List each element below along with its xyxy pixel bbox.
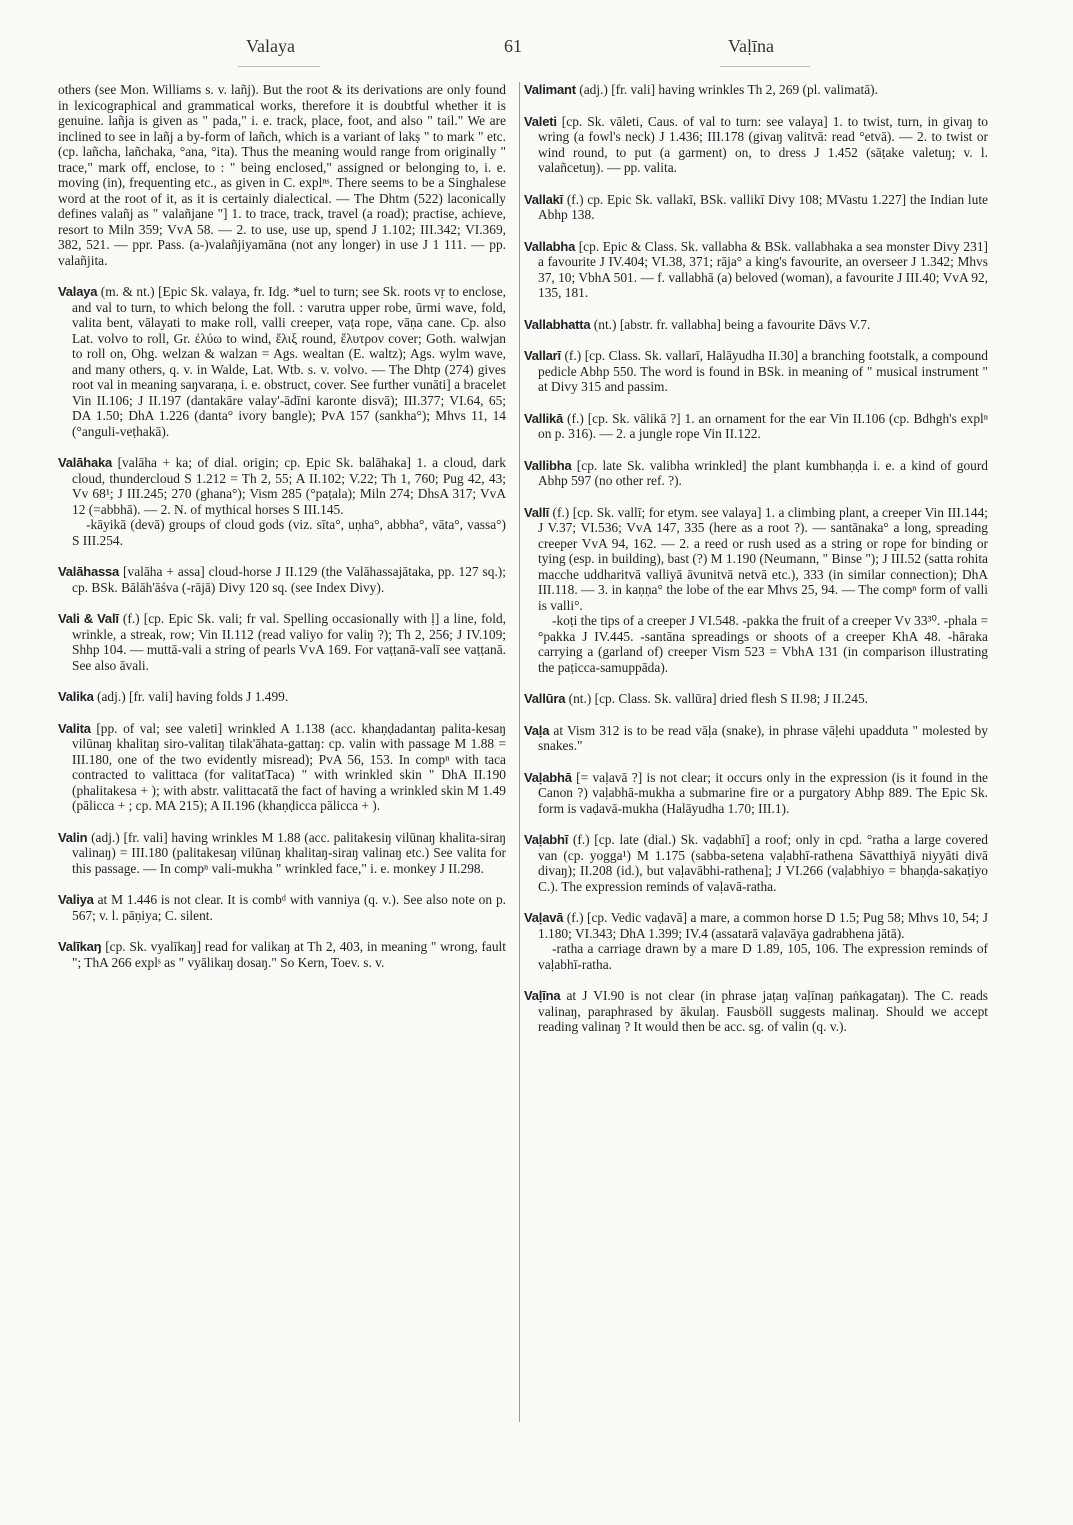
entry-definition: (f.) [cp. Epic Sk. vali; fr val. Spelling occasionally with ḷ] a line, fold, wrinkle, a streak, row; Vin II.112 (read valiyo for valiŋ ?); Th 2, 256; J IV.109; Shhp 104. — muttā-vali a string of pearls VvA 169. For vaṭṭanā-valī see vaṭṭanā. See also āvali.	[72, 611, 506, 673]
entry-headword: Vaḷavā	[524, 910, 564, 925]
dictionary-entry-val-ka	[58, 939, 506, 970]
entry-headword: Vallabha	[524, 238, 576, 254]
header-rule-left	[238, 66, 320, 67]
entry-headword: Vaḷabhā	[524, 769, 572, 785]
entry-definition: (f.) [cp. Class. Sk. vallarī, Halāyudha II.30] a branching footstalk, a compound pedicle Abhp 550. The word is found in BSk. in meaning of " musical instrument " at Divy 315 and passim.	[538, 348, 989, 394]
entry-headword: Vaḷīna	[524, 988, 561, 1003]
entry-headword: Valeti	[524, 113, 557, 129]
entry-headword: Vallibha	[524, 457, 572, 473]
entry-headword: Vallūra	[524, 691, 566, 706]
entry-definition: at J VI.90 is not clear (in phrase jaṭaŋ vaḷīnaŋ paṅkagataŋ). The C. reads valinaŋ, paraphrased by ākulaŋ. Fausböll suggests malinaŋ. Should we accept reading valinaŋ ? It would then be acc. sg. of valin (q. v.).	[538, 988, 988, 1034]
entry-definition: (nt.) [abstr. fr. vallabha] being a favourite Dāvs V.7.	[593, 316, 871, 332]
entry-headword: Valīkaŋ	[58, 939, 102, 954]
dictionary-entry-va-a	[524, 723, 988, 754]
header-rule-right	[720, 66, 810, 67]
dictionary-entry-vall	[524, 505, 988, 676]
left-column	[58, 82, 506, 986]
entry-headword: Vali & Valī	[58, 611, 119, 626]
entry-headword: Vallarī	[524, 348, 561, 363]
header-left-word: Valaya	[246, 36, 295, 56]
dictionary-entry-valiya	[58, 892, 506, 923]
entry-definition: (f.) [cp. Vedic vaḍavā] a mare, a common horse D 1.5; Pug 58; Mhvs 10, 54; J 1.180; VI.343; DhA 1.399; IV.4 (assatarā vaḷavāya gadrabhena jātā).	[538, 910, 988, 941]
entry-headword: Valāhassa	[58, 564, 120, 579]
dictionary-entry-valika	[58, 689, 506, 705]
entry-definition: (m. & nt.) [Epic Sk. valaya, fr. Idg. *uel to turn; see Sk. roots vṛ to enclose, and val to turn, to which belong the foll. : varutra upper robe, ūrmi wave, fold, valita bent, vālayati to make roll, valli creeper, vaṭa rope, vāṇa cane. Cp. also Lat. volvo to roll, Gr. ἐλύω to wind, ἕλιξ round, ἔλυτρον cover; Goth. walwjan to roll on, Ohg. welzan & walzan = Ags. wealtan (E. waltz); Ags. wylm wave, and many others, q. v. in Walde, Lat. Wtb. s. v. volvo. — The Dhtp (274) gives root val in meaning saŋvaraṇa, i. e. obstruct, cover. See further vunāti] a bracelet Vin II.106; J II.197 (dantakāre valay'-ādīni karonte disvā); III.377; VI.64, 65; DA 1.50; DhA 1.226 (danta° ivory bangle); PvA 157 (sankha°); Mhvs 11, 14 (°anguli-veṭhakā).	[72, 284, 506, 439]
dictionary-entry-va-av	[524, 910, 988, 972]
entry-definition: at Vism 312 is to be read vāḷa (snake), in phrase vāḷehi upadduta " molested by snakes."	[538, 722, 988, 753]
entry-headword: Vaḷabhī	[524, 832, 569, 847]
entry-headword: Valin	[58, 829, 88, 845]
entry-definition: [cp. late Sk. valibha wrinkled] the plant kumbhaṇḍa i. e. a kind of gourd Abhp 597 (no other ref. ?).	[538, 457, 988, 488]
entry-definition: (adj.) [fr. vali] having wrinkles M 1.88 (acc. palitakesiŋ vilūnaŋ khalita-siraŋ valinaŋ) = III.180 (palitakesaŋ vilūnaŋ khalitaŋ-siraŋ valinaŋ etc.) See valita for this passage. — In compⁿ vali-mukha " wrinkled face," i. e. monkey J II.298.	[72, 829, 506, 876]
entry-headword: Valita	[58, 720, 91, 736]
entry-definition: [valāha + ka; of dial. origin; cp. Epic Sk. balāhaka] 1. a cloud, dark cloud, thundercloud S 1.212 = Th 2, 55; A II.102; V.22; Th 1, 760; Pug 42, 43; Vv 68¹; J III.245; 270 (ghana°); Vism 285 (°paṭala); Miln 274; DhsA 317; VvA 12 (=abbhā). — 2. N. of mythical horses S III.145.	[72, 455, 506, 517]
entry-definition: (f.) cp. Epic Sk. vallakī, BSk. vallikī Divy 108; MVastu 1.227] the Indian lute Abhp 138.	[538, 191, 988, 222]
dictionary-entry-valin	[58, 830, 506, 877]
dictionary-entry-valaya	[58, 284, 506, 439]
entry-headword: Valika	[58, 689, 94, 704]
entry-compound-sublist: -kāyikā (devā) groups of cloud gods (viz. sīta°, uṇha°, abbha°, vāta°, vassa°) S III.254.	[72, 517, 506, 548]
entry-compound-sublist: -ratha a carriage drawn by a mare D 1.89, 105, 106. The expression reminds of vaḷabhī-ratha.	[538, 941, 988, 972]
page-number: 61	[504, 36, 522, 56]
entry-definition: (adj.) [fr. vali] having folds J 1.499.	[97, 689, 289, 704]
dictionary-entry-va-abh	[524, 832, 988, 894]
dictionary-entry-valimant	[524, 82, 988, 98]
entry-headword: Valāhaka	[58, 455, 113, 470]
dictionary-entry-va-na	[524, 988, 988, 1035]
entry-headword: Valaya	[58, 284, 98, 299]
entry-definition: [pp. of val; see valeti] wrinkled A 1.138 (acc. khaṇḍadantaŋ palita-kesaŋ vilūnaŋ khalitaŋ siro-valitaŋ tilak'āhata-gattaŋ: cp. valin with passage M 1.88 = III.180, one of the two evidently misread); PvA 56, 153. In compⁿ with taca contracted to valittaca (for valitatTaca) " with wrinkled skin " DhA II.190 (phalitakesa + ); with abstr. valittacatā the fact of having a wrinkled skin M 1.49 (pālicca + ; cp. MA 215); A II.196 (khaṇḍicca pālicca + ).	[72, 720, 506, 813]
entry-definition: (nt.) [cp. Class. Sk. vallūra] dried flesh S II.98; J II.245.	[568, 691, 868, 706]
entry-definition: (f.) [cp. Sk. vālikā ?] 1. an ornament for the ear Vin II.106 (cp. Bdhgh's explⁿ on p. 316). — 2. a jungle rope Vin II.122.	[538, 410, 988, 441]
entry-headword: Vallabhatta	[524, 316, 591, 332]
dictionary-entry-vallabhatta	[524, 317, 988, 333]
entry-definition: [= vaḷavā ?] is not clear; it occurs only in the expression (is it found in the Canon ?) vaḷabhā-mukha a submarine fire or a purgatory Abhp 889. The Epic Sk. form is vaḍavā-mukha (Halāyudha 1.70; III.1).	[538, 769, 988, 816]
entry-headword: Vallikā	[524, 410, 564, 426]
entry-definition: others (see Mon. Williams s. v. lañj). But the root & its derivations are only found in lexicographical and grammatical works, therefore it is doubtful whether it is genuine. lañja is given as " pada," i. e. track, place, foot, and also " tail." We are inclined to see in lañj a by-form of lañch, which is a variant of lakṣ " to mark " etc. (cp. lañcha, lañchaka, °ana, °ita). Thus the meaning would range from originally " trace," mark off, enclose, to : " being enclosed," assigned or belonging to, i. e. moving (in), frequenting etc., as given in C. explⁿˢ. There seems to be a Singhalese word at the root of it, as it is certainly dialectical. — The Dhtm (522) laconically defines valañj as " valañjane "] 1. to trace, track, travel (a road); practise, achieve, resort to Miln 359; VvA 58. — 2. to use, use up, spend J 1.102; III.342; VI.369, 382, 521. — ppr. Pass. (a-)valañjiyamāna (not any longer) in use J 1 111. — pp. valañjita.	[58, 82, 506, 268]
dictionary-entry-vall-ra	[524, 691, 988, 707]
dictionary-entry-vali-val	[58, 611, 506, 673]
entry-definition: at M 1.446 is not clear. It is combᵈ with vanniya (q. v.). See also note on p. 567; v. l. pāṇiya; C. silent.	[72, 892, 506, 923]
entry-definition: [cp. Epic & Class. Sk. vallabha & BSk. vallabhaka a sea monster Divy 231] a favourite J IV.404; VI.38, 371; rāja° a king's favourite, an overseer J 1.342; Mhvs 37, 10; VbhA 501. — f. vallabhā (a) beloved (woman), a favourite J III.40; VvA 92, 135, 181.	[538, 238, 988, 300]
entry-definition: [cp. Sk. vyalīkaŋ] read for valikaŋ at Th 2, 403, in meaning " wrong, fault "; ThA 266 explˢ as " vyālikaŋ dosaŋ." So Kern, Toev. s. v.	[72, 939, 506, 970]
dictionary-entry-va-abh	[524, 770, 988, 817]
right-column	[524, 82, 988, 1051]
entry-headword: Vallakī	[524, 191, 564, 207]
dictionary-entry-vallik	[524, 411, 988, 442]
header-right-word: Vaḷīna	[728, 36, 774, 56]
entry-definition: (f.) [cp. Sk. vallī; for etym. see valaya] 1. a climbing plant, a creeper Vin III.144; J V.37; VI.536; VvA 147, 335 (here as a root ?). — santānaka° a long, spreading creeper VvA 94, 162. — 2. a reed or rush used as a string or rope for binding or tying (esp. in building), bast (?) M 1.190 (Neumann, " Binse "); J III.52 (satta rohita macche uddharitvā valliyā āvunitvā netvā etc.), 333 (in similar connection); DhA III.118. — 3. in kaṇṇa° the lobe of the ear Mhvs 25, 94. — The compⁿ form of valli is valli°.	[538, 504, 988, 613]
entry-headword: Valimant	[524, 82, 576, 97]
entry-headword: Valiya	[58, 892, 94, 907]
entry-definition: [cp. Sk. vāleti, Caus. of val to turn: see valaya] 1. to twist, turn, in givaŋ to wring (a fowl's neck) J 1.436; III.178 (givaŋ valitvā: read °etvā). — 2. to twist or wind round, to put (a garment) on, to dress J 1.452 (sāṭake valetuŋ; v. l. valañcetuŋ). — pp. valita.	[538, 113, 988, 175]
dictionary-entry-valeti	[524, 114, 988, 176]
entry-headword: Vallī	[524, 504, 550, 520]
dictionary-entry-val-haka	[58, 455, 506, 548]
entry-headword: Vaḷa	[524, 722, 550, 738]
entry-definition: (adj.) [fr. vali] having wrinkles Th 2, 269 (pl. valimatā).	[579, 82, 878, 97]
dictionary-entry-vallak	[524, 192, 988, 223]
dictionary-entry-vallabha	[524, 239, 988, 301]
dictionary-entry-continuation	[58, 82, 506, 268]
dictionary-entry-vallar	[524, 348, 988, 395]
running-header	[0, 36, 1073, 66]
dictionary-entry-valita	[58, 721, 506, 814]
entry-definition: (f.) [cp. late (dial.) Sk. vaḍabhī] a roof; only in cpd. °ratha a large covered van (cp. yogga¹) M 1.175 (sabba-setena vaḷabhī-rathena Sāvatthiyā niyyāti divā divaŋ); II.208 (id.), but vaḷavābhi-rathena]; J VI.266 (vaḷabhiyo = bhaṇḍa-sakaṭiyo C.). The expression reminds of vaḷavā-ratha.	[538, 832, 988, 894]
dictionary-entry-vallibha	[524, 458, 988, 489]
entry-compound-sublist: -koṭi the tips of a creeper J VI.548. -pakka the fruit of a creeper Vv 33³⁰. -phala = °pakka J IV.445. -santāna spreadings or shoots of a creeper KhA 48. -hāraka carrying a (garland of) creeper Vism 523 = VbhA 131 (in comparison illustrating the paṭicca-samuppāda).	[538, 613, 988, 675]
entry-definition: [valāha + assa] cloud-horse J II.129 (the Valāhassajātaka, pp. 127 sq.); cp. BSk. Bālāh'āśva (-rājā) Divy 120 sq. (see Index Divy).	[72, 564, 506, 595]
dictionary-entry-val-hassa	[58, 564, 506, 595]
column-divider	[519, 82, 520, 1422]
